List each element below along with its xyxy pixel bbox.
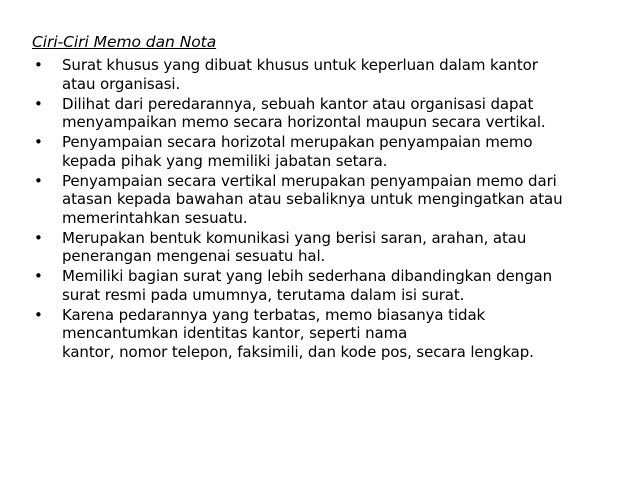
bullet-icon: • [34,267,43,285]
bullet-line: menyampaikan memo secara horizontal maupun secara vertikal. [62,113,546,131]
bullet-list [32,56,602,363]
bullet-line: Memiliki bagian surat yang lebih sederhana dibandingkan dengan [62,267,552,285]
bullet-line: mencantumkan identitas kantor, seperti nama [62,324,408,342]
bullet-line: Penyampaian secara vertikal merupakan penyampaian memo dari [62,171,557,190]
bullet-line: kepada pihak yang memiliki jabatan setara. [62,151,388,170]
bullet-item [32,95,602,132]
bullet-line: memerintahkan sesuatu. [62,208,248,227]
bullet-line: kantor, nomor telepon, faksimili, dan kode pos, secara lengkap. [62,342,534,361]
bullet-icon: • [34,305,43,324]
document-title: Ciri-Ciri Memo dan Nota [32,33,217,51]
bullet-line: Merupakan bentuk komunikasi yang berisi saran, arahan, atau [62,228,527,247]
bullet-item [32,133,602,170]
bullet-item [32,306,602,362]
bullet-line: Dilihat dari peredarannya, sebuah kantor atau organisasi dapat [62,94,534,113]
bullet-line: atau organisasi. [62,74,181,93]
bullet-line: surat resmi pada umumnya, terutama dalam isi surat. [62,285,465,304]
bullet-item [32,172,602,228]
bullet-item [32,229,602,266]
bullet-icon: • [34,228,43,247]
bullet-line: atasan kepada bawahan atau sebaliknya untuk mengingatkan atau [62,190,563,208]
bullet-line: Surat khusus yang dibuat khusus untuk keperluan dalam kantor [62,56,538,74]
bullet-icon: • [34,94,43,113]
bullet-item [32,56,602,93]
bullet-line: Penyampaian secara horizotal merupakan penyampaian memo [62,133,533,151]
bullet-line: penerangan mengenai sesuatu hal. [62,247,326,265]
bullet-icon: • [34,133,43,151]
bullet-line: Karena pedarannya yang terbatas, memo biasanya tidak [62,305,486,324]
bullet-icon: • [34,171,43,190]
bullet-item [32,267,602,304]
bullet-icon: • [34,56,43,74]
